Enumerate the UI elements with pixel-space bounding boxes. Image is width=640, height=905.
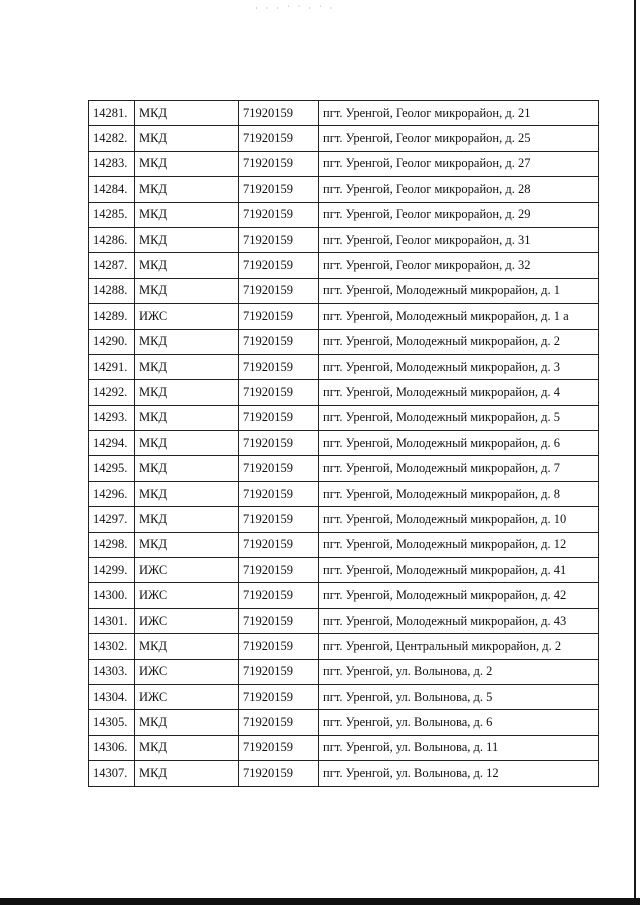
building-type-cell: МКД (135, 380, 239, 405)
address-cell: пгт. Уренгой, Молодежный микрорайон, д. 1 (319, 278, 599, 303)
address-cell: пгт. Уренгой, Геолог микрорайон, д. 32 (319, 253, 599, 278)
row-number-cell: 14304. (89, 684, 135, 709)
table-row (89, 532, 599, 557)
building-type-cell: МКД (135, 532, 239, 557)
building-type-cell: МКД (135, 253, 239, 278)
address-cell: пгт. Уренгой, Молодежный микрорайон, д. 3 (319, 354, 599, 379)
address-cell: пгт. Уренгой, Геолог микрорайон, д. 29 (319, 202, 599, 227)
table-row (89, 177, 599, 202)
oktmo-code-cell: 71920159 (239, 253, 319, 278)
oktmo-code-cell: 71920159 (239, 481, 319, 506)
building-type-cell: МКД (135, 456, 239, 481)
oktmo-code-cell: 71920159 (239, 177, 319, 202)
table-row (89, 456, 599, 481)
address-cell: пгт. Уренгой, Молодежный микрорайон, д. 7 (319, 456, 599, 481)
building-type-cell: МКД (135, 151, 239, 176)
row-number-cell: 14297. (89, 507, 135, 532)
row-number-cell: 14285. (89, 202, 135, 227)
oktmo-code-cell: 71920159 (239, 202, 319, 227)
scan-artifact: · · · ˙ ˙ · ˙ · (255, 4, 336, 13)
building-type-cell: ИЖС (135, 684, 239, 709)
table-row (89, 431, 599, 456)
building-type-cell: ИЖС (135, 608, 239, 633)
building-type-cell: ИЖС (135, 304, 239, 329)
building-type-cell: МКД (135, 329, 239, 354)
row-number-cell: 14289. (89, 304, 135, 329)
oktmo-code-cell: 71920159 (239, 761, 319, 786)
address-cell: пгт. Уренгой, ул. Волынова, д. 11 (319, 735, 599, 760)
oktmo-code-cell: 71920159 (239, 659, 319, 684)
table-row (89, 507, 599, 532)
address-cell: пгт. Уренгой, Геолог микрорайон, д. 28 (319, 177, 599, 202)
row-number-cell: 14290. (89, 329, 135, 354)
row-number-cell: 14284. (89, 177, 135, 202)
table-row (89, 101, 599, 126)
table-body (89, 101, 599, 787)
building-type-cell: МКД (135, 507, 239, 532)
oktmo-code-cell: 71920159 (239, 151, 319, 176)
address-cell: пгт. Уренгой, ул. Волынова, д. 6 (319, 710, 599, 735)
table-row (89, 558, 599, 583)
address-cell: пгт. Уренгой, ул. Волынова, д. 5 (319, 684, 599, 709)
address-cell: пгт. Уренгой, ул. Волынова, д. 2 (319, 659, 599, 684)
address-cell: пгт. Уренгой, Молодежный микрорайон, д. 1 а (319, 304, 599, 329)
oktmo-code-cell: 71920159 (239, 608, 319, 633)
table-row (89, 227, 599, 252)
oktmo-code-cell: 71920159 (239, 634, 319, 659)
row-number-cell: 14306. (89, 735, 135, 760)
address-cell: пгт. Уренгой, Геолог микрорайон, д. 21 (319, 101, 599, 126)
oktmo-code-cell: 71920159 (239, 227, 319, 252)
building-type-cell: МКД (135, 354, 239, 379)
building-type-cell: ИЖС (135, 659, 239, 684)
address-cell: пгт. Уренгой, ул. Волынова, д. 12 (319, 761, 599, 786)
address-cell: пгт. Уренгой, Молодежный микрорайон, д. 5 (319, 405, 599, 430)
building-type-cell: МКД (135, 202, 239, 227)
address-cell: пгт. Уренгой, Геолог микрорайон, д. 31 (319, 227, 599, 252)
building-type-cell: МКД (135, 101, 239, 126)
table-row (89, 278, 599, 303)
oktmo-code-cell: 71920159 (239, 532, 319, 557)
oktmo-code-cell: 71920159 (239, 431, 319, 456)
oktmo-code-cell: 71920159 (239, 405, 319, 430)
page-right-edge (634, 0, 636, 905)
table-row (89, 634, 599, 659)
table-row (89, 710, 599, 735)
building-type-cell: МКД (135, 405, 239, 430)
building-type-cell: ИЖС (135, 558, 239, 583)
building-type-cell: МКД (135, 634, 239, 659)
building-type-cell: МКД (135, 481, 239, 506)
address-cell: пгт. Уренгой, Молодежный микрорайон, д. 41 (319, 558, 599, 583)
address-cell: пгт. Уренгой, Геолог микрорайон, д. 27 (319, 151, 599, 176)
row-number-cell: 14303. (89, 659, 135, 684)
table-row (89, 329, 599, 354)
page-bottom-edge (0, 898, 640, 905)
table-row (89, 405, 599, 430)
address-cell: пгт. Уренгой, Молодежный микрорайон, д. 4 (319, 380, 599, 405)
oktmo-code-cell: 71920159 (239, 329, 319, 354)
row-number-cell: 14283. (89, 151, 135, 176)
oktmo-code-cell: 71920159 (239, 456, 319, 481)
row-number-cell: 14296. (89, 481, 135, 506)
building-type-cell: ИЖС (135, 583, 239, 608)
table-row (89, 481, 599, 506)
building-type-cell: МКД (135, 177, 239, 202)
row-number-cell: 14281. (89, 101, 135, 126)
address-cell: пгт. Уренгой, Молодежный микрорайон, д. 10 (319, 507, 599, 532)
building-type-cell: МКД (135, 431, 239, 456)
table-row (89, 608, 599, 633)
row-number-cell: 14293. (89, 405, 135, 430)
address-cell: пгт. Уренгой, Молодежный микрорайон, д. 6 (319, 431, 599, 456)
oktmo-code-cell: 71920159 (239, 735, 319, 760)
building-type-cell: МКД (135, 278, 239, 303)
table-row (89, 735, 599, 760)
oktmo-code-cell: 71920159 (239, 507, 319, 532)
row-number-cell: 14295. (89, 456, 135, 481)
address-cell: пгт. Уренгой, Геолог микрорайон, д. 25 (319, 126, 599, 151)
row-number-cell: 14307. (89, 761, 135, 786)
address-cell: пгт. Уренгой, Центральный микрорайон, д. 2 (319, 634, 599, 659)
row-number-cell: 14300. (89, 583, 135, 608)
table-row (89, 659, 599, 684)
building-type-cell: МКД (135, 761, 239, 786)
table-row (89, 126, 599, 151)
oktmo-code-cell: 71920159 (239, 710, 319, 735)
row-number-cell: 14287. (89, 253, 135, 278)
table-row (89, 151, 599, 176)
row-number-cell: 14299. (89, 558, 135, 583)
table-row (89, 761, 599, 786)
oktmo-code-cell: 71920159 (239, 278, 319, 303)
oktmo-code-cell: 71920159 (239, 684, 319, 709)
row-number-cell: 14282. (89, 126, 135, 151)
address-cell: пгт. Уренгой, Молодежный микрорайон, д. 8 (319, 481, 599, 506)
row-number-cell: 14294. (89, 431, 135, 456)
table-row (89, 304, 599, 329)
table-row (89, 380, 599, 405)
table-row (89, 354, 599, 379)
table-row (89, 253, 599, 278)
address-cell: пгт. Уренгой, Молодежный микрорайон, д. 42 (319, 583, 599, 608)
row-number-cell: 14301. (89, 608, 135, 633)
housing-registry-table (88, 100, 599, 787)
oktmo-code-cell: 71920159 (239, 304, 319, 329)
row-number-cell: 14286. (89, 227, 135, 252)
row-number-cell: 14288. (89, 278, 135, 303)
oktmo-code-cell: 71920159 (239, 558, 319, 583)
building-type-cell: МКД (135, 710, 239, 735)
row-number-cell: 14298. (89, 532, 135, 557)
building-type-cell: МКД (135, 735, 239, 760)
table-row (89, 202, 599, 227)
row-number-cell: 14305. (89, 710, 135, 735)
table-row (89, 684, 599, 709)
address-cell: пгт. Уренгой, Молодежный микрорайон, д. 2 (319, 329, 599, 354)
table-row (89, 583, 599, 608)
row-number-cell: 14291. (89, 354, 135, 379)
oktmo-code-cell: 71920159 (239, 126, 319, 151)
oktmo-code-cell: 71920159 (239, 101, 319, 126)
building-type-cell: МКД (135, 227, 239, 252)
oktmo-code-cell: 71920159 (239, 380, 319, 405)
row-number-cell: 14292. (89, 380, 135, 405)
row-number-cell: 14302. (89, 634, 135, 659)
address-cell: пгт. Уренгой, Молодежный микрорайон, д. 43 (319, 608, 599, 633)
oktmo-code-cell: 71920159 (239, 583, 319, 608)
building-type-cell: МКД (135, 126, 239, 151)
address-cell: пгт. Уренгой, Молодежный микрорайон, д. 12 (319, 532, 599, 557)
oktmo-code-cell: 71920159 (239, 354, 319, 379)
